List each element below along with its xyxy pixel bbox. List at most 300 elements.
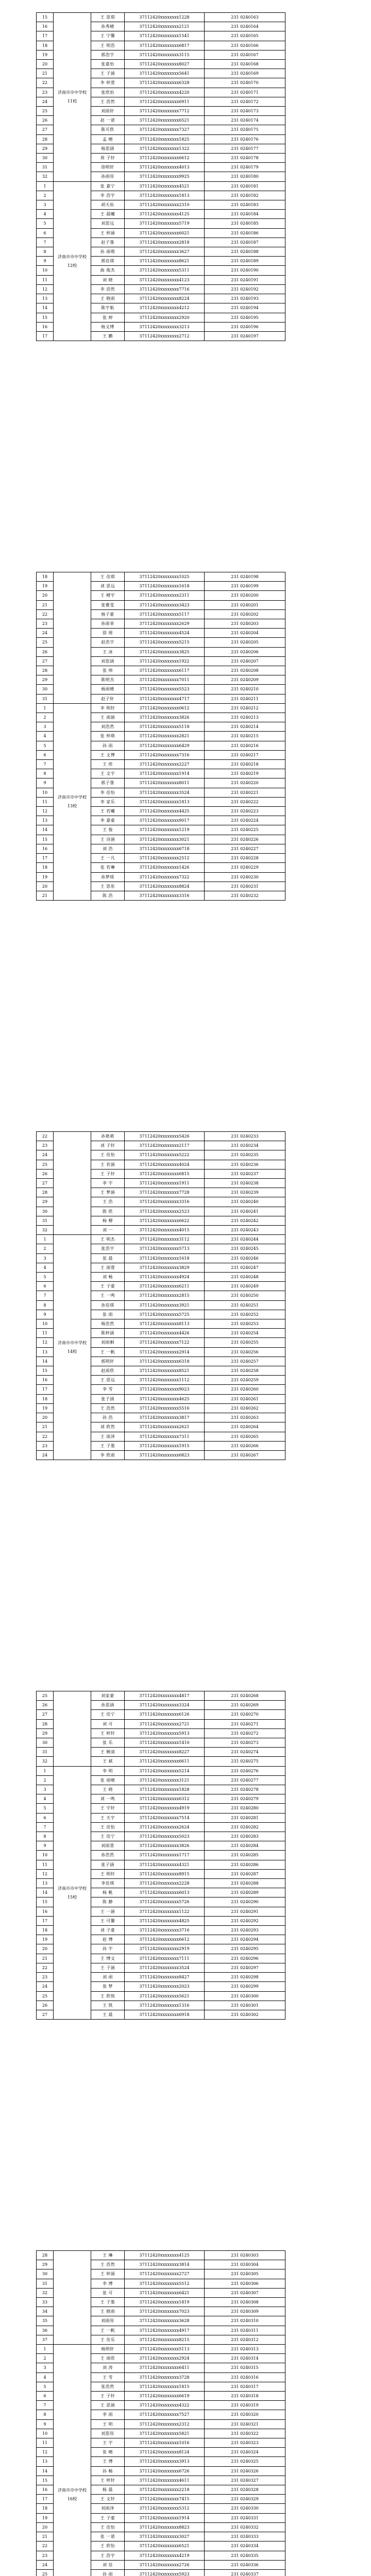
row-seq-cell: 10	[37, 266, 54, 275]
ticket-number-cell: 231 0240313	[205, 2345, 285, 2354]
name-cell: 王 一帆	[91, 2326, 125, 2335]
name-cell: 王 诗涵	[91, 835, 125, 844]
row-seq-cell: 10	[37, 788, 54, 797]
ticket-number-cell: 231 0240182	[205, 191, 285, 200]
row-seq-cell: 18	[37, 2504, 54, 2513]
id-number-cell: 37112420xxxxxxxx7311	[125, 1432, 205, 1441]
ticket-number-cell: 231 0240308	[205, 2298, 285, 2307]
name-cell: 王 欣	[91, 760, 125, 769]
name-cell: 王 佳宁	[91, 1832, 125, 1841]
ticket-number-cell: 231 0240268	[205, 1691, 285, 1701]
name-cell: 陈明杰	[91, 675, 125, 685]
id-number-cell: 37112420xxxxxxxx1819	[125, 2298, 205, 2307]
name-cell: 王 晓雨	[91, 2307, 125, 2316]
row-seq-cell: 10	[37, 1851, 54, 1860]
id-number-cell: 37112420xxxxxxxx1228	[125, 13, 205, 22]
ticket-number-cell: 231 0240235	[205, 1150, 285, 1160]
ticket-number-cell: 231 0240234	[205, 1141, 285, 1150]
id-number-cell: 37112420xxxxxxxx2712	[125, 331, 205, 341]
id-number-cell: 37112420xxxxxxxx1828	[125, 1785, 205, 1794]
row-seq-cell: 17	[37, 2495, 54, 2504]
row-seq-cell: 8	[37, 247, 54, 257]
id-number-cell: 37112420xxxxxxxx7415	[125, 2495, 205, 2504]
row-seq-cell: 8	[37, 769, 54, 778]
ticket-number-cell: 231 0240277	[205, 1775, 285, 1785]
row-seq-cell: 1	[37, 1235, 54, 1244]
id-number-cell: 37112420xxxxxxxx2218	[125, 2485, 205, 2495]
ticket-number-cell: 231 0240291	[205, 1907, 285, 1916]
name-cell: 李 浩宇	[91, 191, 125, 200]
id-number-cell: 37112420xxxxxxxx1717	[125, 1851, 205, 1860]
name-cell: 王 子轩	[91, 1169, 125, 1178]
ticket-number-cell: 231 0240255	[205, 1338, 285, 1347]
id-number-cell: 37112420xxxxxxxx6612	[125, 1935, 205, 1944]
ticket-number-cell: 231 0240246	[205, 1253, 285, 1263]
id-number-cell: 37112420xxxxxxxx3213	[125, 322, 205, 331]
id-number-cell: 37112420xxxxxxxx7327	[125, 125, 205, 134]
name-cell: 曲 俊杰	[91, 266, 125, 275]
ticket-number-cell: 231 0240206	[205, 647, 285, 656]
row-seq-cell: 14	[37, 825, 54, 835]
id-number-cell: 37112420xxxxxxxx7728	[125, 1188, 205, 1197]
id-number-cell: 37112420xxxxxxxx4917	[125, 2326, 205, 2335]
id-number-cell: 37112420xxxxxxxx4321	[125, 1860, 205, 1869]
name-cell: 刘 浩	[91, 844, 125, 853]
name-cell: 王 思彤	[91, 882, 125, 891]
ticket-number-cell: 231 0240187	[205, 238, 285, 247]
row-seq-cell: 26	[37, 1701, 54, 1710]
row-seq-cell: 1	[37, 703, 54, 713]
id-number-cell: 37112420xxxxxxxx3316	[125, 1197, 205, 1207]
ticket-number-cell: 231 0240245	[205, 1244, 285, 1253]
name-cell: 郭浩宇	[91, 50, 125, 59]
row-seq-cell: 32	[37, 172, 54, 181]
id-number-cell: 37112420xxxxxxxx5913	[125, 1728, 205, 1738]
row-seq-cell: 28	[37, 134, 54, 144]
ticket-number-cell: 231 0240185	[205, 219, 285, 228]
row-seq-cell: 9	[37, 257, 54, 266]
id-number-cell: 37112420xxxxxxxx1914	[125, 769, 205, 778]
ticket-number-cell: 231 0240292	[205, 1916, 285, 1925]
row-seq-cell: 15	[37, 13, 54, 22]
name-cell: 王 子墨	[91, 1441, 125, 1450]
row-seq-cell: 30	[37, 1738, 54, 1748]
row-seq-cell: 9	[37, 1310, 54, 1319]
id-number-cell: 37112420xxxxxxxx5713	[125, 1244, 205, 1253]
id-number-cell: 37112420xxxxxxxx6013	[125, 1888, 205, 1897]
table-row	[37, 703, 285, 713]
ticket-number-cell: 231 0240199	[205, 582, 285, 591]
name-cell: 王 梓轩	[91, 1728, 125, 1738]
id-number-cell: 37112420xxxxxxxx4013	[125, 163, 205, 172]
ticket-number-cell: 231 0240323	[205, 2438, 285, 2448]
name-cell: 王 俊	[91, 825, 125, 835]
ticket-number-cell: 231 0240229	[205, 863, 285, 872]
ticket-number-cell: 231 0240223	[205, 807, 285, 816]
ticket-number-cell: 231 0240216	[205, 741, 285, 750]
name-cell: 杨雨晴	[91, 685, 125, 694]
name-cell: 李 明轩	[91, 703, 125, 713]
name-cell: 李 宇	[91, 1179, 125, 1188]
row-seq-cell: 35	[37, 2316, 54, 2326]
id-number-cell: 37112420xxxxxxxx5312	[125, 2504, 205, 2513]
id-number-cell: 37112420xxxxxxxx6726	[125, 2466, 205, 2476]
name-cell: 孙 雨	[91, 2569, 125, 2576]
ticket-number-cell: 231 0240225	[205, 825, 285, 835]
ticket-number-cell: 231 0240279	[205, 1794, 285, 1804]
id-number-cell: 37112420xxxxxxxx5118	[125, 722, 205, 732]
id-number-cell: 37112420xxxxxxxx8113	[125, 1319, 205, 1329]
row-seq-cell: 25	[37, 1160, 54, 1169]
ticket-number-cell: 231 0240247	[205, 1263, 285, 1272]
ticket-number-cell: 231 0240169	[205, 69, 285, 78]
row-seq-cell: 19	[37, 872, 54, 882]
name-cell: 杨思涵	[91, 144, 125, 153]
name-cell: 张 婷	[91, 313, 125, 322]
ticket-number-cell: 231 0240266	[205, 1441, 285, 1450]
row-seq-cell: 32	[37, 2288, 54, 2297]
row-seq-cell: 14	[37, 2466, 54, 2476]
name-cell: 李 雨	[91, 2410, 125, 2419]
id-number-cell: 37112420xxxxxxxx6911	[125, 97, 205, 106]
id-number-cell: 37112420xxxxxxxx6429	[125, 741, 205, 750]
row-seq-cell: 18	[37, 863, 54, 872]
row-seq-cell: 17	[37, 1916, 54, 1925]
row-seq-cell: 30	[37, 2269, 54, 2279]
id-number-cell: 37112420xxxxxxxx2621	[125, 1422, 205, 1432]
id-number-cell: 37112420xxxxxxxx3628	[125, 2316, 205, 2326]
row-seq-cell: 10	[37, 1319, 54, 1329]
ticket-number-cell: 231 0240181	[205, 181, 285, 191]
row-seq-cell: 32	[37, 1226, 54, 1235]
ticket-number-cell: 231 0240298	[205, 1973, 285, 1982]
id-number-cell: 37112420xxxxxxxx4924	[125, 1273, 205, 1282]
row-seq-cell: 24	[37, 1450, 54, 1460]
table-row	[37, 181, 285, 191]
ticket-number-cell: 231 0240210	[205, 685, 285, 694]
ticket-number-cell: 231 0240275	[205, 1757, 285, 1766]
row-seq-cell: 22	[37, 1432, 54, 1441]
name-cell: 王 一鸣	[91, 1291, 125, 1300]
row-seq-cell: 24	[37, 1150, 54, 1160]
id-number-cell: 37112420xxxxxxxx5512	[125, 2279, 205, 2288]
name-cell: 刘雨桐	[91, 1338, 125, 1347]
ticket-number-cell: 231 0240278	[205, 1785, 285, 1794]
id-number-cell: 37112420xxxxxxxx3817	[125, 1413, 205, 1422]
id-number-cell: 37112420xxxxxxxx2914	[125, 1347, 205, 1357]
name-cell: 张 帅	[91, 666, 125, 675]
name-cell: 孙秀晴	[91, 22, 125, 31]
name-cell: 王 佳琪	[91, 572, 125, 582]
name-cell: 陈可欣	[91, 125, 125, 134]
name-cell: 李 博	[91, 2279, 125, 2288]
unit-cell: 济南市市中学校 15校	[54, 1766, 91, 2019]
ticket-number-cell: 231 0240179	[205, 163, 285, 172]
name-cell: 刘雨轩	[91, 107, 125, 116]
name-cell: 李 嘉豪	[91, 816, 125, 825]
row-seq-cell: 27	[37, 1179, 54, 1188]
name-cell: 李 雪	[91, 1385, 125, 1394]
name-cell: 王 梓涵	[91, 228, 125, 238]
row-seq-cell: 4	[37, 1263, 54, 1272]
name-cell: 赵子墨	[91, 238, 125, 247]
id-number-cell: 37112420xxxxxxxx2121	[125, 22, 205, 31]
row-seq-cell: 25	[37, 107, 54, 116]
ticket-number-cell: 231 0240201	[205, 600, 285, 609]
id-number-cell: 37112420xxxxxxxx3524	[125, 1963, 205, 1972]
id-number-cell: 37112420xxxxxxxx5725	[125, 1310, 205, 1319]
ticket-number-cell: 231 0240325	[205, 2457, 285, 2466]
row-seq-cell: 5	[37, 1804, 54, 1813]
id-number-cell: 37112420xxxxxxxx3121	[125, 1775, 205, 1785]
row-seq-cell: 27	[37, 2010, 54, 2019]
id-number-cell: 37112420xxxxxxxx2629	[125, 619, 205, 629]
id-number-cell: 37112420xxxxxxxx6021	[125, 228, 205, 238]
name-cell: 陈 静	[91, 1897, 125, 1907]
row-seq-cell: 7	[37, 2401, 54, 2410]
row-seq-cell: 23	[37, 1141, 54, 1150]
name-cell: 王 文宇	[91, 769, 125, 778]
table-row	[37, 1766, 285, 1775]
ticket-number-cell: 231 0240282	[205, 1822, 285, 1832]
ticket-number-cell: 231 0240337	[205, 2569, 285, 2576]
name-cell: 王 文博	[91, 750, 125, 759]
name-cell: 赵子轩	[91, 694, 125, 703]
name-cell: 刘 子轩	[91, 1141, 125, 1150]
name-cell: 李 浩然	[91, 284, 125, 294]
row-seq-cell: 2	[37, 191, 54, 200]
table-row	[37, 572, 285, 582]
ticket-number-cell: 231 0240307	[205, 2288, 285, 2297]
ticket-number-cell: 231 0240211	[205, 694, 285, 703]
name-cell: 赵浩宇	[91, 638, 125, 647]
name-cell: 王 天宇	[91, 1813, 125, 1822]
id-number-cell: 37112420xxxxxxxx6521	[125, 116, 205, 125]
ticket-number-cell: 231 0240332	[205, 2522, 285, 2532]
id-number-cell: 37112420xxxxxxxx9925	[125, 172, 205, 181]
id-number-cell: 37112420xxxxxxxx3921	[125, 1300, 205, 1310]
id-number-cell: 37112420xxxxxxxx5726	[125, 1897, 205, 1907]
name-cell: 王 思涵	[91, 2401, 125, 2410]
unit-cell: 济南市市中学校 12校	[54, 181, 91, 341]
name-cell: 张欣怡	[91, 88, 125, 97]
ticket-number-cell: 231 0240228	[205, 854, 285, 863]
ticket-number-cell: 231 0240295	[205, 1944, 285, 1954]
id-number-cell: 37112420xxxxxxxx6823	[125, 1450, 205, 1460]
row-seq-cell: 18	[37, 572, 54, 582]
id-number-cell: 37112420xxxxxxxx2312	[125, 2419, 205, 2429]
ticket-number-cell: 231 0240264	[205, 1422, 285, 1432]
name-cell: 王 婉清	[91, 1748, 125, 1757]
id-number-cell: 37112420xxxxxxxx2227	[125, 760, 205, 769]
row-seq-cell: 16	[37, 2485, 54, 2495]
id-number-cell: 37112420xxxxxxxx8215	[125, 2335, 205, 2344]
id-number-cell: 37112420xxxxxxxx5117	[125, 609, 205, 619]
row-seq-cell: 15	[37, 1897, 54, 1907]
id-number-cell: 37112420xxxxxxxx2228	[125, 1879, 205, 1888]
id-number-cell: 37112420xxxxxxxx6328	[125, 78, 205, 88]
id-number-cell: 37112420xxxxxxxx1911	[125, 1179, 205, 1188]
id-number-cell: 37112420xxxxxxxx3627	[125, 247, 205, 257]
row-seq-cell: 7	[37, 238, 54, 247]
row-seq-cell: 12	[37, 1338, 54, 1347]
name-cell: 王 子豪	[91, 1282, 125, 1291]
row-seq-cell: 12	[37, 807, 54, 816]
ticket-number-cell: 231 0240175	[205, 125, 285, 134]
id-number-cell: 37112420xxxxxxxx5214	[125, 1766, 205, 1775]
row-seq-cell: 34	[37, 2307, 54, 2316]
name-cell: 陈梓涵	[91, 1329, 125, 1338]
name-cell: 张 乐	[91, 1738, 125, 1748]
id-number-cell: 37112420xxxxxxxx1322	[125, 144, 205, 153]
id-number-cell: 37112420xxxxxxxx2821	[125, 732, 205, 741]
ticket-number-cell: 231 0240224	[205, 816, 285, 825]
name-cell: 刘 佳	[91, 2560, 125, 2569]
row-seq-cell: 33	[37, 2298, 54, 2307]
ticket-number-cell: 231 0240271	[205, 1719, 285, 1728]
ticket-number-cell: 231 0240219	[205, 769, 285, 778]
name-cell: 刘 一鸣	[91, 1794, 125, 1804]
table-row	[37, 2251, 285, 2260]
row-seq-cell: 37	[37, 2335, 54, 2344]
ticket-number-cell: 231 0240205	[205, 638, 285, 647]
row-seq-cell: 3	[37, 2363, 54, 2372]
name-cell: 王 凯	[91, 2001, 125, 2010]
table-row	[37, 1235, 285, 1244]
ticket-number-cell: 231 0240259	[205, 1376, 285, 1385]
row-seq-cell: 2	[37, 1244, 54, 1253]
row-seq-cell: 8	[37, 1300, 54, 1310]
name-cell: 张 若琳	[91, 863, 125, 872]
ticket-number-cell: 231 0240270	[205, 1710, 285, 1719]
name-cell: 王 雨欣	[91, 2354, 125, 2363]
name-cell: 郭佳琪	[91, 257, 125, 266]
ticket-number-cell: 231 0240209	[205, 675, 285, 685]
id-number-cell: 37112420xxxxxxxx8427	[125, 1973, 205, 1982]
name-cell: 李佳琪	[91, 1879, 125, 1888]
name-cell: 张 嘉宁	[91, 181, 125, 191]
row-seq-cell: 21	[37, 2532, 54, 2541]
ticket-number-cell: 231 0240322	[205, 2429, 285, 2438]
row-seq-cell: 13	[37, 1347, 54, 1357]
name-cell: 张 晴	[91, 2448, 125, 2457]
ticket-number-cell: 231 0240326	[205, 2466, 285, 2476]
id-number-cell: 37112420xxxxxxxx4322	[125, 2401, 205, 2410]
row-seq-cell: 19	[37, 582, 54, 591]
name-cell: 张 梓萌	[91, 732, 125, 741]
ticket-number-cell: 231 0240289	[205, 1888, 285, 1897]
name-cell: 王 晓	[91, 1785, 125, 1794]
row-seq-cell: 28	[37, 666, 54, 675]
ticket-number-cell: 231 0240207	[205, 656, 285, 666]
ticket-number-cell: 231 0240226	[205, 835, 285, 844]
name-cell: 王 博	[91, 2457, 125, 2466]
name-cell: 王 欣怡	[91, 2541, 125, 2551]
name-cell: 孙 宇	[91, 1944, 125, 1954]
id-number-cell: 37112420xxxxxxxx7716	[125, 284, 205, 294]
id-number-cell: 37112420xxxxxxxx3825	[125, 647, 205, 656]
id-number-cell: 37112420xxxxxxxx2919	[125, 1944, 205, 1954]
row-seq-cell: 7	[37, 1291, 54, 1300]
name-cell: 张 雨晴	[91, 1775, 125, 1785]
ticket-number-cell: 231 0240316	[205, 2372, 285, 2382]
name-cell: 王 鹏	[91, 331, 125, 341]
id-number-cell: 37112420xxxxxxxx3913	[125, 2457, 205, 2466]
id-number-cell: 37112420xxxxxxxx4125	[125, 2251, 205, 2260]
name-cell: 李 家乐	[91, 797, 125, 806]
row-seq-cell: 26	[37, 116, 54, 125]
row-seq-cell: 7	[37, 760, 54, 769]
name-cell: 郭子墨	[91, 778, 125, 788]
id-number-cell: 37112420xxxxxxxx6817	[125, 41, 205, 50]
name-cell: 张嘉怡	[91, 60, 125, 69]
row-seq-cell: 19	[37, 50, 54, 59]
ticket-number-cell: 231 0240164	[205, 22, 285, 31]
id-number-cell: 37112420xxxxxxxx1426	[125, 863, 205, 872]
row-seq-cell: 3	[37, 722, 54, 732]
name-cell: 赵 博	[91, 1935, 125, 1944]
ticket-number-cell: 231 0240324	[205, 2448, 285, 2457]
id-number-cell: 37112420xxxxxxxx1410	[125, 1738, 205, 1748]
row-seq-cell: 11	[37, 2438, 54, 2448]
name-cell: 刘 畅	[91, 1273, 125, 1282]
name-cell: 张 可	[91, 2288, 125, 2297]
ticket-number-cell: 231 0240319	[205, 2401, 285, 2410]
id-number-cell: 37112420xxxxxxxx8227	[125, 1748, 205, 1757]
ticket-number-cell: 231 0240167	[205, 50, 285, 59]
row-seq-cell: 25	[37, 638, 54, 647]
name-cell: 孙艳萌	[91, 1132, 125, 1141]
id-number-cell: 37112420xxxxxxxx3316	[125, 891, 205, 900]
row-seq-cell: 16	[37, 22, 54, 31]
row-seq-cell: 26	[37, 2001, 54, 2010]
row-seq-cell: 15	[37, 313, 54, 322]
id-number-cell: 37112420xxxxxxxx1914	[125, 2513, 205, 2522]
name-cell: 赵 一诺	[91, 116, 125, 125]
table-row	[37, 2345, 285, 2354]
roster-page	[36, 1691, 282, 2020]
name-cell: 王 可馨	[91, 1916, 125, 1925]
name-cell: 张 雨	[91, 1310, 125, 1319]
name-cell: 王 雪	[91, 2372, 125, 2382]
row-seq-cell: 17	[37, 854, 54, 863]
row-seq-cell: 18	[37, 41, 54, 50]
ticket-number-cell: 231 0240221	[205, 788, 285, 797]
name-cell: 王 思远	[91, 1376, 125, 1385]
id-number-cell: 37112420xxxxxxxx4219	[125, 2551, 205, 2560]
id-number-cell: 37112420xxxxxxxx2512	[125, 854, 205, 863]
row-seq-cell: 13	[37, 816, 54, 825]
table-row	[37, 1132, 285, 1141]
name-cell: 杨子豪	[91, 609, 125, 619]
row-seq-cell: 23	[37, 619, 54, 629]
ticket-number-cell: 231 0240254	[205, 1329, 285, 1338]
ticket-number-cell: 231 0240311	[205, 2326, 285, 2335]
id-number-cell: 37112420xxxxxxxx4212	[125, 303, 205, 313]
row-seq-cell: 14	[37, 303, 54, 313]
row-seq-cell: 11	[37, 1860, 54, 1869]
row-seq-cell: 5	[37, 1273, 54, 1282]
row-seq-cell: 31	[37, 1748, 54, 1757]
ticket-number-cell: 231 0240285	[205, 1851, 285, 1860]
id-number-cell: 37112420xxxxxxxx3716	[125, 1926, 205, 1935]
ticket-number-cell: 231 0240195	[205, 313, 285, 322]
name-cell: 张 一诺	[91, 2532, 125, 2541]
ticket-number-cell: 231 0240189	[205, 257, 285, 266]
row-seq-cell: 13	[37, 294, 54, 303]
name-cell: 孙 雨	[91, 741, 125, 750]
ticket-number-cell: 231 0240252	[205, 1310, 285, 1319]
